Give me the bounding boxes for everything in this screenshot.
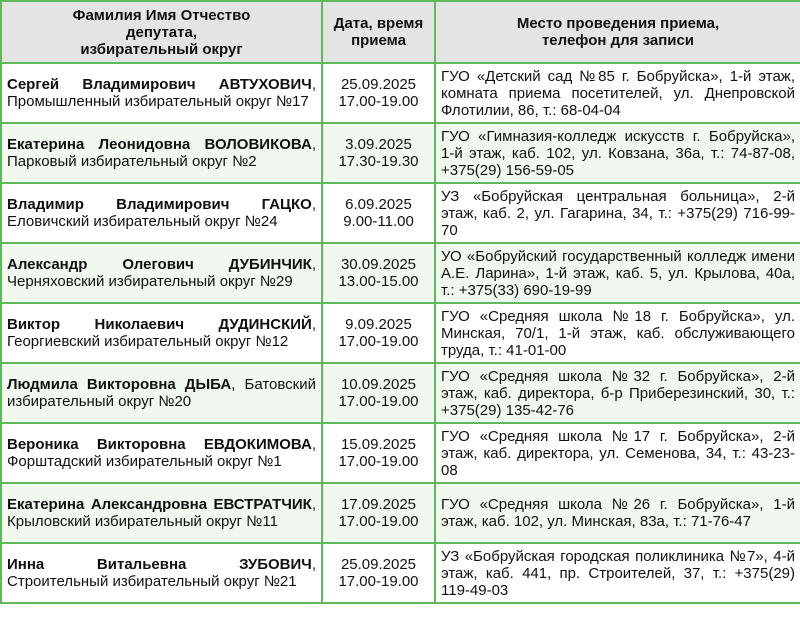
deputy-name: Инна Витальевна ЗУБОВИЧ: [7, 556, 312, 573]
reception-date: 3.09.2025: [345, 136, 412, 153]
date-time-cell: [322, 243, 435, 303]
table-row: [1, 183, 800, 243]
reception-time: 17.00-19.00: [338, 573, 419, 590]
reception-time: 17.00-19.00: [338, 513, 419, 530]
reception-time: 17.30-19.30: [338, 153, 419, 170]
deputy-name: Екатерина Александровна ЕВСТРАТЧИК: [7, 496, 312, 513]
header-deputy: Фамилия Имя Отчество депутата, избирательный округ: [1, 1, 322, 63]
reception-date: 15.09.2025: [340, 436, 417, 453]
deputy-cell: Сергей Владимирович АВТУХОВИЧ, Промышленный избирательный округ №17: [1, 63, 322, 123]
deputy-cell: Екатерина Александровна ЕВСТРАТЧИК, Крыловский избирательный округ №11: [1, 483, 322, 543]
date-time-cell: [322, 123, 435, 183]
reception-date: 9.09.2025: [345, 316, 412, 333]
header-date-time: Дата, время приема: [322, 1, 435, 63]
district-name: Батовский избирательный округ №20: [7, 376, 316, 410]
deputy-cell: Людмила Викторовна ДЫБА, Батовский избирательный округ №20: [1, 363, 322, 423]
reception-time: 17.00-19.00: [338, 93, 419, 110]
district-name: Строительный избирательный округ №21: [7, 573, 297, 590]
table-row: [1, 423, 800, 483]
reception-date: 30.09.2025: [340, 256, 417, 273]
table-row: [1, 363, 800, 423]
date-time-cell: [322, 423, 435, 483]
place-phone-cell: ГУО «Гимназия-колледж искусств г. Бобруйска», 1-й этаж, каб. 102, ул. Ковзана, 36а, т.: 74-87-08, +375(29) 156-59-05: [435, 123, 800, 183]
place-phone-cell: УЗ «Бобруйская городская поликлиника №7», 4-й этаж, каб. 441, пр. Строителей, 37, т.: +375(29) 119-49-03: [435, 543, 800, 603]
deputy-cell: Владимир Владимирович ГАЦКО, Еловичский избирательный округ №24: [1, 183, 322, 243]
reception-time: 17.00-19.00: [338, 393, 419, 410]
date-time-cell: [322, 543, 435, 603]
place-phone-cell: ГУО «Детский сад №85 г. Бобруйска», 1-й этаж, комната приема посетителей, ул. Днепровской Флотилии, 86, т.: 68-04-04: [435, 63, 800, 123]
deputy-cell: Александр Олегович ДУБИНЧИК, Черняховский избирательный округ №29: [1, 243, 322, 303]
deputy-name: Екатерина Леонидовна ВОЛОВИКОВА: [7, 136, 312, 153]
place-phone-cell: ГУО «Средняя школа №26 г. Бобруйска», 1-й этаж, каб. 102, ул. Минская, 83а, т.: 71-76-47: [435, 483, 800, 543]
table-row: [1, 243, 800, 303]
table-row: [1, 303, 800, 363]
reception-time: 9.00-11.00: [343, 213, 414, 230]
table-row: [1, 63, 800, 123]
date-time-cell: [322, 63, 435, 123]
district-name: Еловичский избирательный округ №24: [7, 213, 278, 230]
table-row: [1, 123, 800, 183]
reception-date: 10.09.2025: [340, 376, 417, 393]
deputy-cell: Инна Витальевна ЗУБОВИЧ, Строительный избирательный округ №21: [1, 543, 322, 603]
date-time-cell: [322, 483, 435, 543]
district-name: Парковый избирательный округ №2: [7, 153, 257, 170]
date-time-cell: [322, 363, 435, 423]
district-name: Форштадский избирательный округ №1: [7, 453, 282, 470]
deputy-name: Людмила Викторовна ДЫБА: [7, 376, 232, 393]
reception-time: 17.00-19.00: [338, 333, 419, 350]
reception-date: 17.09.2025: [340, 496, 417, 513]
place-phone-cell: УЗ «Бобруйская центральная больница», 2-й этаж, каб. 2, ул. Гагарина, 34, т.: +375(29) 716-99-70: [435, 183, 800, 243]
deputy-name: Владимир Владимирович ГАЦКО: [7, 196, 312, 213]
deputy-name: Виктор Николаевич ДУДИНСКИЙ: [7, 316, 312, 333]
deputy-name: Александр Олегович ДУБИНЧИК: [7, 256, 312, 273]
reception-date: 25.09.2025: [340, 556, 417, 573]
reception-date: 6.09.2025: [345, 196, 412, 213]
reception-time: 13.00-15.00: [338, 273, 419, 290]
place-phone-cell: ГУО «Средняя школа №32 г. Бобруйска», 2-й этаж, каб. директора, б-р Приберезинский, 30, т.: +375(29) 135-42-76: [435, 363, 800, 423]
header-place-phone: Место проведения приема, телефон для записи: [435, 1, 800, 63]
district-name: Промышленный избирательный округ №17: [7, 93, 309, 110]
date-time-cell: [322, 303, 435, 363]
place-phone-cell: ГУО «Средняя школа №18 г. Бобруйска», ул. Минская, 70/1, 1-й этаж, каб. обслуживающего труда, т.: 41-01-00: [435, 303, 800, 363]
table-header-row: [1, 1, 800, 63]
district-name: Черняховский избирательный округ №29: [7, 273, 293, 290]
deputy-cell: Вероника Викторовна ЕВДОКИМОВА, Форштадский избирательный округ №1: [1, 423, 322, 483]
table-row: [1, 483, 800, 543]
deputy-cell: Виктор Николаевич ДУДИНСКИЙ, Георгиевский избирательный округ №12: [1, 303, 322, 363]
district-name: Георгиевский избирательный округ №12: [7, 333, 289, 350]
place-phone-cell: ГУО «Средняя школа №17 г. Бобруйска», 2-й этаж, каб. директора, ул. Семенова, 34, т.: 43-23-08: [435, 423, 800, 483]
place-phone-cell: УО «Бобруйский государственный колледж имени А.Е. Ларина», 1-й этаж, каб. 5, ул. Крылова, 40а, т.: +375(33) 690-19-99: [435, 243, 800, 303]
deputy-name: Вероника Викторовна ЕВДОКИМОВА: [7, 436, 312, 453]
table-row: [1, 543, 800, 603]
deputy-name: Сергей Владимирович АВТУХОВИЧ: [7, 76, 312, 93]
date-time-cell: [322, 183, 435, 243]
reception-time: 17.00-19.00: [338, 453, 419, 470]
deputy-cell: Екатерина Леонидовна ВОЛОВИКОВА, Парковый избирательный округ №2: [1, 123, 322, 183]
reception-date: 25.09.2025: [340, 76, 417, 93]
district-name: Крыловский избирательный округ №11: [7, 513, 278, 530]
